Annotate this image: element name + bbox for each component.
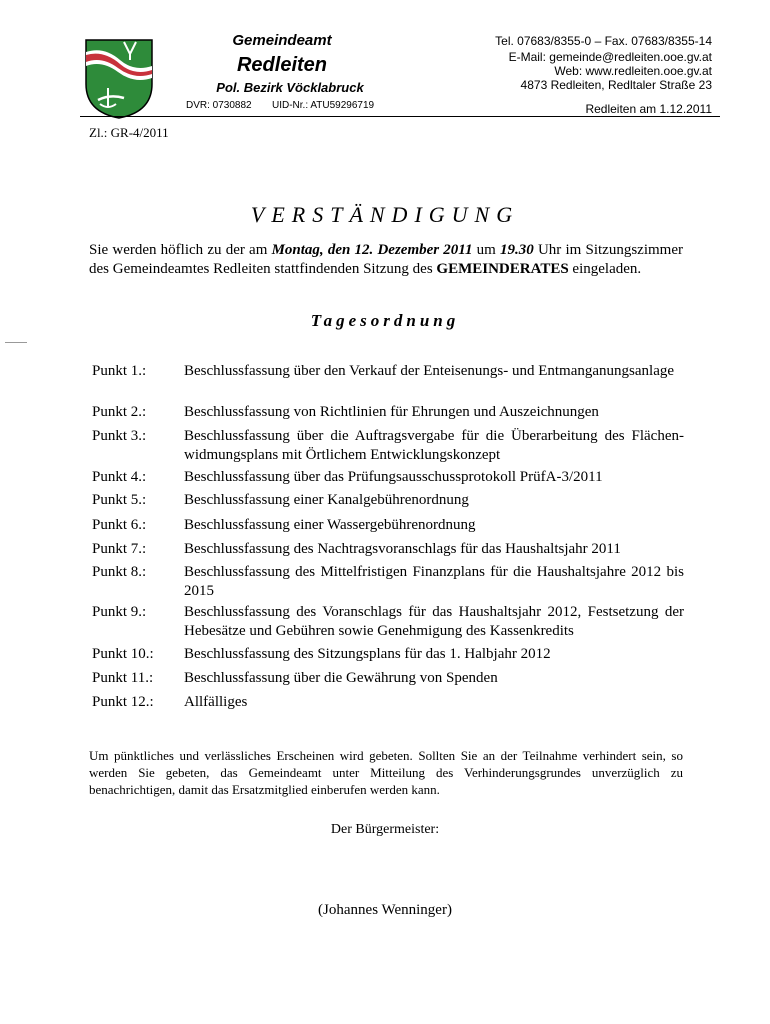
document-title: VERSTÄNDIGUNG — [250, 202, 520, 227]
agenda-item-number: Punkt 6.: — [92, 517, 147, 533]
agenda-item-number: Punkt 1.: — [92, 363, 147, 379]
agenda-item-text: Beschlussfassung des Voranschlags für das Haushaltsjahr 2012, Festsetzung der Hebesätze und Gebühren sowie Genehmigung des Kassenkredits — [184, 604, 684, 639]
agenda-item-text: Beschlussfassung über die Auftragsvergabe für die Überarbeitung des Flächenwidmungsplans mit Örtlichem Entwicklungskonzept — [184, 428, 684, 463]
agenda-item-text: Beschlussfassung über das Prüfungsausschussprotokoll PrüfA-3/2011 — [184, 469, 603, 485]
agenda-item-text: Beschlussfassung einer Wassergebührenordnung — [184, 517, 476, 533]
email-address: E-Mail: gemeinde@redleiten.ooe.gv.at — [508, 50, 712, 64]
agenda-item-text: Beschlussfassung über den Verkauf der Enteisenungs- und Entmanganungsanlage — [184, 363, 675, 379]
coat-of-arms-icon — [84, 38, 154, 120]
agenda-item-number: Punkt 11.: — [92, 670, 154, 686]
signature-title: Der Bürgermeister: — [330, 822, 440, 837]
agenda-item-number: Punkt 12.: — [92, 694, 154, 710]
intro-part4: eingeladen. — [568, 261, 642, 277]
office-name: Redleiten — [236, 54, 328, 76]
website: Web: www.redleiten.ooe.gv.at — [554, 64, 712, 78]
agenda-item-number: Punkt 5.: — [92, 492, 147, 508]
agenda-item-text: Beschlussfassung einer Kanalgebührenordnung — [184, 492, 469, 508]
district-label: Pol. Bezirk Vöcklabruck — [216, 80, 364, 95]
agenda-item-number: Punkt 9.: — [92, 604, 147, 620]
intro-part2: um — [472, 242, 501, 258]
agenda-item-text: Beschlussfassung des Mittelfristigen Finanzplans für die Haushaltsjahre 2012 bis 2015 — [184, 564, 684, 599]
agenda-item-text: Beschlussfassung des Sitzungsplans für das 1. Halbjahr 2012 — [184, 646, 551, 662]
place-date: Redleiten am 1.12.2011 — [585, 102, 712, 116]
closing-text: Um pünktliches und verlässliches Erscheinen wird gebeten. Sollten Sie an der Teilnahme verhindert sein, so werden Sie gebeten, das Gemeindeamt unter Mitteilung des Verhinderungsgrundes unverzüglich zu benachrichtigen, damit das Ersatzmitglied einberufen werden kann. — [89, 748, 683, 797]
agenda-item-text: Beschlussfassung des Nachtragsvoranschlags für das Haushaltsjahr 2011 — [184, 541, 621, 557]
agenda-item-number: Punkt 7.: — [92, 541, 147, 557]
header-divider — [80, 116, 720, 117]
agenda-item-number: Punkt 8.: — [92, 564, 147, 580]
agenda-item-number: Punkt 4.: — [92, 469, 147, 485]
reference-number: Zl.: GR-4/2011 — [89, 125, 169, 140]
meeting-date: Montag, den 12. Dezember 2011 — [271, 242, 473, 258]
agenda-item-number: Punkt 3.: — [92, 428, 147, 444]
agenda-item-number: Punkt 2.: — [92, 404, 147, 420]
dvr-number: DVR: 0730882 — [186, 100, 252, 111]
postal-address: 4873 Redleiten, Redltaler Straße 23 — [520, 78, 712, 92]
intro-part3: Uhr im Sitzungszimmer des Gemeindeamtes Redleiten stattfindenden Sitzung des — [89, 242, 683, 277]
intro-part1: Sie werden höflich zu der am — [89, 242, 272, 258]
phone-fax: Tel. 07683/8355-0 – Fax. 07683/8355-14 — [495, 34, 712, 48]
invitation-text — [89, 241, 683, 279]
agenda-item-text: Beschlussfassung von Richtlinien für Ehrungen und Auszeichnungen — [184, 404, 599, 420]
agenda-title: Tagesordnung — [310, 311, 460, 330]
office-title: Gemeindeamt — [232, 32, 332, 49]
margin-mark — [5, 342, 27, 343]
agenda-item-text: Allfälliges — [184, 694, 248, 710]
council-name: GEMEINDERATES — [436, 261, 569, 277]
meeting-time: 19.30 — [500, 242, 534, 258]
uid-number: UID-Nr.: ATU59296719 — [272, 100, 375, 111]
agenda-item-text: Beschlussfassung über die Gewährung von Spenden — [184, 670, 498, 686]
signature-name: (Johannes Wenninger) — [318, 902, 452, 918]
agenda-item-number: Punkt 10.: — [92, 646, 154, 662]
